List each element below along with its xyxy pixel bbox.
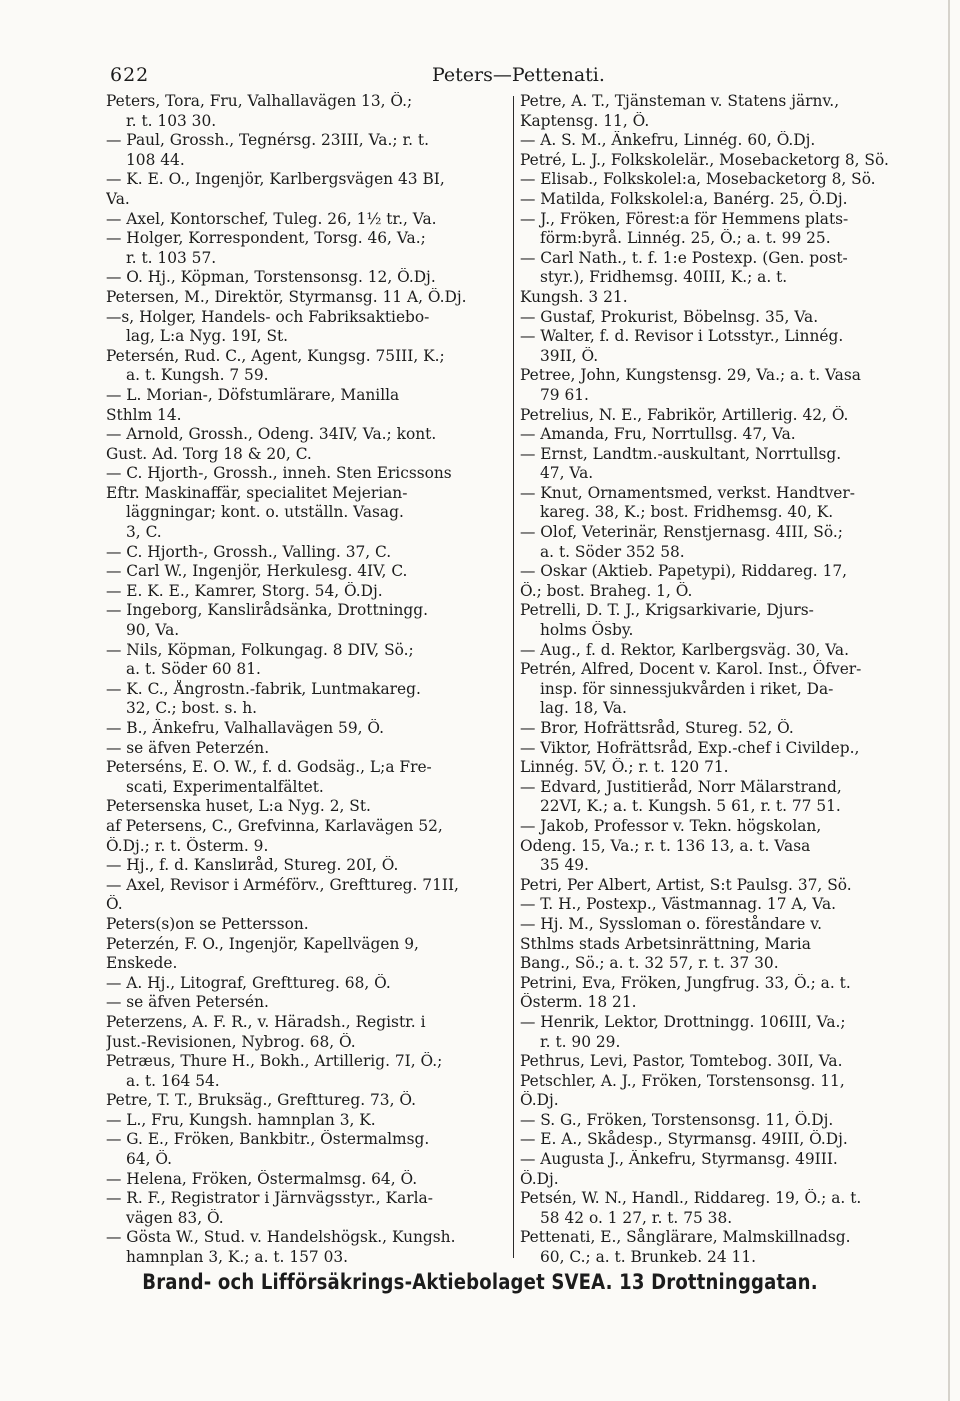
left-column-line: Peterzens, A. F. R., v. Häradsh., Registr. i — [106, 1012, 426, 1031]
right-column-line: — Walter, f. d. Revisor i Lotsstyr., Linnég. — [520, 327, 844, 346]
left-column-line: — R. F., Registrator i Järnvägsstyr., Karla- — [106, 1189, 433, 1208]
left-column-line: Peters, Tora, Fru, Valhallavägen 13, Ö.; — [106, 92, 413, 110]
right-column-line: Linnég. 5V, Ö.; r. t. 120 71. — [520, 758, 729, 777]
right-column-line: Ö.Dj. — [520, 1169, 559, 1188]
left-column-line: — O. Hj., Köpman, Torstensonsg. 12, Ö.Dj. — [106, 268, 436, 287]
right-column-line: Petree, John, Kungstensg. 29, Va.; a. t. Vasa — [520, 366, 861, 385]
page-header — [0, 64, 960, 92]
left-column-line: — G. E., Fröken, Bankbitr., Östermalmsg. — [106, 1130, 430, 1149]
left-column-line: Petre, T. T., Bruksäg., Grefttureg. 73, Ö. — [106, 1091, 416, 1110]
right-column-line: — Matilda, Folkskolel:a, Banérg. 25, Ö.Dj. — [520, 189, 848, 208]
right-column-line: Petré, L. J., Folkskolelär., Mosebacketorg 8, Sö. — [520, 150, 889, 169]
left-column-line: — K. C., Ångrostn.-fabrik, Luntmakareg. — [106, 679, 421, 698]
right-column-line: Petrelli, D. T. J., Krigsarkivarie, Djurs- — [520, 601, 814, 620]
left-column-line: Peters(s)on se Pettersson. — [106, 914, 309, 933]
right-column-line: a. t. Söder 352 58. — [540, 542, 685, 561]
left-column-line: Ö.Dj.; r. t. Österm. 9. — [106, 836, 269, 855]
right-column-line: Petrini, Eva, Fröken, Jungfrug. 33, Ö.; a. t. — [520, 973, 851, 992]
left-column-line: — Holger, Korrespondent, Torsg. 46, Va.; — [106, 229, 426, 248]
right-column-line: 39II, Ö. — [540, 346, 599, 365]
left-column-line: Just.-Revisionen, Nybrog. 68, Ö. — [106, 1032, 356, 1051]
left-column-line: —s, Holger, Handels- och Fabriksaktiebo- — [106, 307, 430, 326]
left-column-line: a. t. Kungsh. 7 59. — [126, 366, 269, 385]
right-column — [520, 92, 932, 1268]
left-column-line: — Arnold, Grossh., Odeng. 34IV, Va.; kont. — [106, 425, 437, 444]
right-column-line: Bang., Sö.; a. t. 32 57, r. t. 37 30. — [520, 954, 779, 973]
right-column-line: Kungsh. 3 21. — [520, 287, 628, 306]
right-column-line: Odeng. 15, Va.; r. t. 136 13, a. t. Vasa — [520, 836, 811, 855]
left-column-line: — L., Fru, Kungsh. hamnplan 3, K. — [106, 1110, 376, 1129]
left-column-line: — Hj., f. d. Kanslиråd, Stureg. 20I, Ö. — [106, 856, 399, 875]
left-column-line: läggningar; kont. o. utställn. Vasag. — [126, 503, 404, 522]
right-column-line: — Olof, Veterinär, Renstjernasg. 4III, Sö.; — [520, 523, 843, 542]
left-column-line: — Nils, Köpman, Folkungag. 8 DIV, Sö.; — [106, 640, 414, 659]
left-column-line: Sthlm 14. — [106, 405, 182, 424]
right-column-line: Ö.Dj. — [520, 1091, 559, 1110]
right-column-line: 35 49. — [540, 856, 589, 875]
right-column-line: — A. S. M., Änkefru, Linnég. 60, Ö.Dj. — [520, 131, 816, 150]
left-column-line: 90, Va. — [126, 621, 180, 640]
left-column-line: Enskede. — [106, 954, 178, 973]
right-column-line: 22VI, K.; a. t. Kungsh. 5 61, r. t. 77 51. — [540, 797, 841, 816]
left-column-line: — Ingeborg, Kanslirådsänka, Drottningg. — [106, 601, 429, 620]
left-column-line: Petersén, Rud. C., Agent, Kungsg. 75III, K.; — [106, 346, 445, 365]
right-column-line: — Augusta J., Änkefru, Styrmansg. 49III. — [520, 1150, 838, 1169]
left-column-line: — C. Hjorth-, Grossh., Valling. 37, C. — [106, 542, 392, 561]
left-column-line: — A. Hj., Litograf, Grefttureg. 68, Ö. — [106, 973, 391, 992]
left-column-line: — Gösta W., Stud. v. Handelshögsk., Kungsh. — [106, 1228, 456, 1247]
left-column-line: Ö. — [106, 895, 123, 914]
left-column-line: — se äfven Peterzén. — [106, 738, 270, 757]
left-column-line: Gust. Ad. Torg 18 & 20, C. — [106, 444, 312, 463]
left-column-line: Petræus, Thure H., Bokh., Artillerig. 7I, Ö.; — [106, 1052, 443, 1071]
left-column-line: r. t. 103 30. — [126, 111, 217, 130]
right-column-line: 60, C.; a. t. Brunkeb. 24 11. — [540, 1248, 757, 1267]
right-column-line: — Oskar (Aktieb. Papetypi), Riddareg. 17, — [520, 562, 848, 581]
left-column-line: — Axel, Kontorschef, Tuleg. 26, 1½ tr., Va. — [106, 209, 437, 228]
right-column-line: — S. G., Fröken, Torstensonsg. 11, Ö.Dj. — [520, 1110, 834, 1129]
right-column-line: — Amanda, Fru, Norrtullsg. 47, Va. — [520, 425, 796, 444]
right-column-line: 58 42 o. 1 27, r. t. 75 38. — [540, 1208, 733, 1227]
left-column-line: — se äfven Petersén. — [106, 993, 269, 1012]
left-column-line: 108 44. — [126, 150, 185, 169]
page-edge — [948, 0, 950, 1401]
left-column-line: 32, C.; bost. s. h. — [126, 699, 258, 718]
right-column-line: insp. för sinnessjukvården i riket, Da- — [540, 679, 834, 698]
right-column-line: — Knut, Ornamentsmed, verkst. Handtver- — [520, 483, 855, 502]
right-column-line: Österm. 18 21. — [520, 993, 637, 1012]
right-column-line: — Henrik, Lektor, Drottningg. 106III, Va.; — [520, 1012, 846, 1031]
left-column-line: lag, L:a Nyg. 19I, St. — [126, 327, 289, 346]
right-column-line: — Carl Nath., t. f. 1:e Postexp. (Gen. post- — [520, 248, 848, 267]
right-column-line: Pettenati, E., Sånglärare, Malmskillnadsg. — [520, 1228, 851, 1247]
left-column-line: Eftr. Maskinaffär, specialitet Mejerian- — [106, 483, 408, 502]
page-number: 622 — [110, 64, 150, 86]
left-column-line: a. t. 164 54. — [126, 1071, 220, 1090]
right-column-line: Petschler, A. J., Fröken, Torstensonsg. 11, — [520, 1071, 845, 1090]
left-column — [106, 92, 514, 1268]
right-column-line: Kaptensg. 11, Ö. — [520, 111, 650, 130]
left-column-line: hamnplan 3, K.; a. t. 157 03. — [126, 1248, 349, 1267]
right-column-line: Petre, A. T., Tjänsteman v. Statens järnv., — [520, 92, 840, 110]
left-column-line: — Helena, Fröken, Östermalmsg. 64, Ö. — [106, 1169, 418, 1188]
right-column-line: 47, Va. — [540, 464, 594, 483]
left-column-line: — B., Änkefru, Valhallavägen 59, Ö. — [106, 719, 384, 737]
left-column-line: — Axel, Revisor i Arméförv., Grefttureg. 71II, — [106, 875, 459, 894]
right-column-line: — Bror, Hofrättsråd, Stureg. 52, Ö. — [520, 719, 794, 737]
left-column-line: Petersen, M., Direktör, Styrmansg. 11 A, Ö.Dj. — [106, 287, 467, 306]
left-column-line: — Carl W., Ingenjör, Herkulesg. 4IV, C. — [106, 562, 408, 581]
right-column-line: lag. 18, Va. — [540, 699, 627, 718]
right-column-line: — Ernst, Landtm.-auskultant, Norrtullsg. — [520, 444, 842, 463]
left-column-line: Va. — [106, 189, 130, 208]
right-column-line: — Aug., f. d. Rektor, Karlbergsväg. 30, Va. — [520, 640, 849, 659]
right-column-line: — Edvard, Justitieråd, Norr Mälarstrand, — [520, 777, 842, 796]
right-column-line: 79 61. — [540, 385, 589, 404]
left-column-line: — C. Hjorth-, Grossh., inneh. Sten Ericssons — [106, 464, 452, 483]
left-column-line: af Petersens, C., Grefvinna, Karlavägen 52, — [106, 816, 443, 835]
right-column-line: Petsén, W. N., Handl., Riddareg. 19, Ö.; a. t. — [520, 1189, 862, 1208]
left-column-line: r. t. 103 57. — [126, 248, 217, 267]
running-head: Peters—Pettenati. — [432, 64, 605, 86]
left-column-line: — E. K. E., Kamrer, Storg. 54, Ö.Dj. — [106, 581, 383, 600]
right-column-line: holms Ösby. — [540, 621, 634, 640]
left-column-line: — Paul, Grossh., Tegnérsg. 23III, Va.; r. t. — [106, 131, 429, 150]
right-column-line: — Hj. M., Syssloman o. föreståndare v. — [520, 914, 823, 933]
right-column-line: — Jakob, Professor v. Tekn. högskolan, — [520, 816, 822, 835]
right-column-line: — Elisab., Folkskolel:a, Mosebacketorg 8, Sö. — [520, 170, 876, 189]
left-column-line: 64, Ö. — [126, 1150, 172, 1169]
column-divider — [513, 96, 514, 1258]
right-column-line: Petri, Per Albert, Artist, S:t Paulsg. 37, Sö. — [520, 875, 852, 894]
footer-advertisement: Brand- och Lifförsäkrings-Aktiebolaget SVEA. 13 Drottninggatan. — [142, 1270, 818, 1294]
left-column-line: — L. Morian-, Döfstumlärare, Manilla — [106, 385, 400, 404]
left-column-line: Peterzén, F. O., Ingenjör, Kapellvägen 9, — [106, 934, 419, 953]
left-column-line: 3, C. — [126, 523, 162, 542]
right-column-line: Ö.; bost. Braheg. 1, Ö. — [520, 581, 693, 600]
left-column-line: vägen 83, Ö. — [126, 1208, 224, 1227]
right-column-line: — T. H., Postexp., Västmannag. 17 A, Va. — [520, 895, 837, 914]
right-column-line: Sthlms stads Arbetsinrättning, Maria — [520, 934, 811, 953]
right-column-line: Petrén, Alfred, Docent v. Karol. Inst., Öfver- — [520, 660, 862, 679]
right-column-line: styr.), Fridhemsg. 40III, K.; a. t. — [540, 268, 788, 287]
left-column-line: Peterséns, E. O. W., f. d. Godsäg., L;a Fre- — [106, 758, 432, 777]
right-column-line: förm:byrå. Linnég. 25, Ö.; a. t. 99 25. — [540, 229, 831, 248]
left-column-line: a. t. Söder 60 81. — [126, 660, 261, 679]
right-column-line: — E. A., Skådesp., Styrmansg. 49III, Ö.Dj. — [520, 1130, 848, 1149]
right-column-line: Pethrus, Levi, Pastor, Tomtebog. 30II, Va. — [520, 1052, 843, 1071]
right-column-line: r. t. 90 29. — [540, 1032, 621, 1051]
left-column-line: — K. E. O., Ingenjör, Karlbergsvägen 43 BI, — [106, 170, 445, 189]
right-column-line: — Viktor, Hofrättsråd, Exp.-chef i Civildep., — [520, 738, 860, 757]
right-column-line: Petrelius, N. E., Fabrikör, Artillerig. 42, Ö. — [520, 405, 849, 424]
left-column-line: Petersenska huset, L:a Nyg. 2, St. — [106, 797, 371, 816]
right-column-line: kareg. 38, K.; bost. Fridhemsg. 40, K. — [540, 503, 834, 522]
right-column-line: — J., Fröken, Förest:a för Hemmens plats- — [520, 209, 849, 228]
left-column-line: scati, Experimentalfältet. — [126, 777, 324, 796]
right-column-line: — Gustaf, Prokurist, Böbelnsg. 35, Va. — [520, 307, 819, 326]
